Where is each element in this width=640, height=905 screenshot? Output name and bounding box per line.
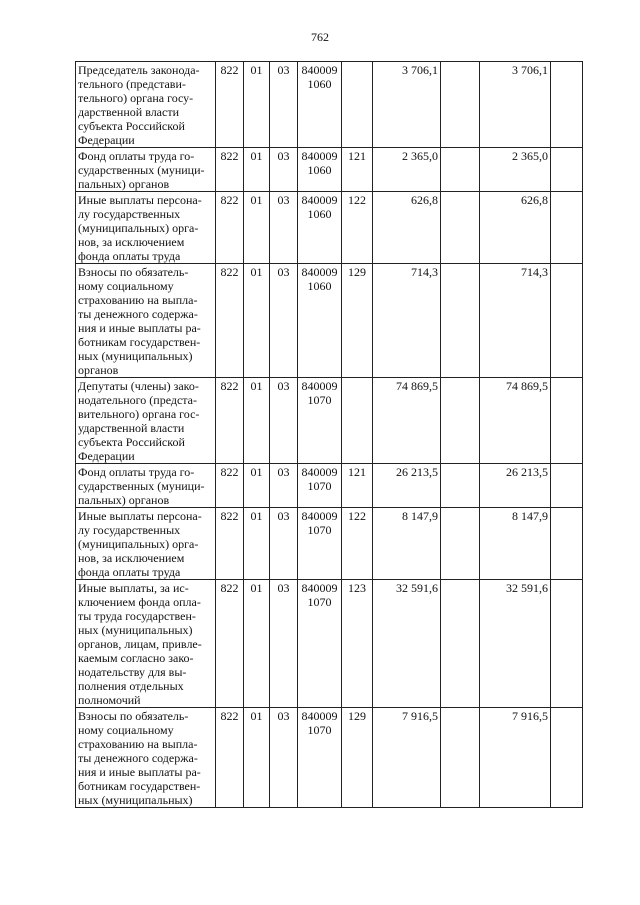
subsection-cell: 03: [270, 580, 298, 708]
section-cell: 01: [244, 708, 270, 808]
expense-type-cell: 122: [342, 508, 373, 580]
table-row: [76, 192, 583, 264]
amount-empty-cell: [551, 264, 583, 378]
target-article-cell: [298, 708, 342, 808]
item-name-line: сударственных (муници-: [78, 479, 205, 493]
table-row: [76, 464, 583, 508]
amount-empty-cell: [551, 580, 583, 708]
target-article-code-part: 1070: [307, 723, 332, 737]
target-article-cell: [298, 580, 342, 708]
item-name-line: органов, лицам, привле-: [78, 637, 202, 651]
target-article-code-part: 1070: [307, 479, 332, 493]
amount-cell: 3 706,1: [373, 62, 441, 148]
amount-total-cell: 626,8: [480, 192, 551, 264]
item-name-line: Иные выплаты персона-: [78, 509, 202, 523]
item-name-line: ния и иные выплаты ра-: [78, 321, 201, 335]
item-name-cell: [76, 580, 216, 708]
grbs-cell: 822: [216, 580, 244, 708]
item-name-line: ботникам государствен-: [78, 779, 201, 793]
item-name-line: ных (муниципальных): [78, 623, 193, 637]
item-name-line: дарственной власти: [78, 105, 180, 119]
item-name-line: (муниципальных) орга-: [78, 537, 199, 551]
amount-total-cell: 8 147,9: [480, 508, 551, 580]
target-article-code-part: 840009: [301, 63, 338, 77]
item-name-line: субъекта Российской: [78, 119, 185, 133]
section-cell: 01: [244, 464, 270, 508]
amount-total-cell: 26 213,5: [480, 464, 551, 508]
amount-empty-cell: [441, 148, 480, 192]
section-cell: 01: [244, 192, 270, 264]
item-name-line: нодательного (предста-: [78, 393, 198, 407]
grbs-cell: 822: [216, 264, 244, 378]
item-name-cell: [76, 508, 216, 580]
item-name-line: нодательству для вы-: [78, 665, 187, 679]
item-name-cell: [76, 378, 216, 464]
item-name-line: ты труда государствен-: [78, 609, 196, 623]
section-cell: 01: [244, 264, 270, 378]
amount-empty-cell: [441, 580, 480, 708]
amount-empty-cell: [441, 264, 480, 378]
item-name-line: Депутаты (члены) зако-: [78, 379, 199, 393]
item-name-cell: [76, 148, 216, 192]
expense-type-cell: 129: [342, 264, 373, 378]
target-article-code-part: 840009: [301, 465, 338, 479]
item-name-line: ботникам государствен-: [78, 335, 201, 349]
expense-type-cell: 129: [342, 708, 373, 808]
item-name-line: сударственных (муници-: [78, 163, 205, 177]
amount-empty-cell: [441, 192, 480, 264]
item-name-line: ты денежного содержа-: [78, 751, 198, 765]
item-name-line: каемым согласно зако-: [78, 651, 194, 665]
item-name-cell: [76, 192, 216, 264]
item-name-line: страхованию на выпла-: [78, 293, 198, 307]
amount-empty-cell: [551, 464, 583, 508]
section-cell: 01: [244, 378, 270, 464]
page-number: 762: [311, 30, 329, 44]
item-name-cell: [76, 62, 216, 148]
amount-empty-cell: [551, 192, 583, 264]
target-article-cell: [298, 192, 342, 264]
subsection-cell: 03: [270, 378, 298, 464]
table-row: [76, 148, 583, 192]
table-row: [76, 580, 583, 708]
table-row: [76, 62, 583, 148]
item-name-line: тельного (представи-: [78, 77, 186, 91]
target-article-code-part: 1060: [307, 279, 332, 293]
item-name-cell: [76, 264, 216, 378]
item-name-line: Взносы по обязатель-: [78, 265, 189, 279]
subsection-cell: 03: [270, 464, 298, 508]
amount-empty-cell: [551, 708, 583, 808]
table-row: [76, 708, 583, 808]
item-name-cell: [76, 708, 216, 808]
grbs-cell: 822: [216, 708, 244, 808]
item-name-line: лу государственных: [78, 207, 181, 221]
amount-cell: 26 213,5: [373, 464, 441, 508]
amount-cell: 714,3: [373, 264, 441, 378]
amount-empty-cell: [441, 62, 480, 148]
grbs-cell: 822: [216, 62, 244, 148]
amount-cell: 74 869,5: [373, 378, 441, 464]
target-article-code-part: 1060: [307, 77, 332, 91]
amount-empty-cell: [551, 378, 583, 464]
item-name-line: ударственной власти: [78, 421, 185, 435]
expense-type-cell: 122: [342, 192, 373, 264]
amount-total-cell: 3 706,1: [480, 62, 551, 148]
expense-type-cell: 121: [342, 148, 373, 192]
item-name-line: ных (муниципальных): [78, 793, 193, 807]
item-name-line: субъекта Российской: [78, 435, 185, 449]
item-name-line: Иные выплаты персона-: [78, 193, 202, 207]
amount-total-cell: 32 591,6: [480, 580, 551, 708]
item-name-line: ты денежного содержа-: [78, 307, 198, 321]
item-name-line: Федерации: [78, 449, 135, 463]
item-name-line: Иные выплаты, за ис-: [78, 581, 189, 595]
target-article-cell: [298, 62, 342, 148]
amount-cell: 2 365,0: [373, 148, 441, 192]
target-article-code-part: 840009: [301, 509, 338, 523]
item-name-line: нов, за исключением: [78, 551, 185, 565]
grbs-cell: 822: [216, 148, 244, 192]
item-name-line: тельного) органа госу-: [78, 91, 194, 105]
item-name-line: ному социальному: [78, 279, 174, 293]
section-cell: 01: [244, 580, 270, 708]
table-row: [76, 264, 583, 378]
item-name-line: пальных) органов: [78, 177, 170, 191]
target-article-code-part: 1070: [307, 523, 332, 537]
amount-total-cell: 7 916,5: [480, 708, 551, 808]
target-article-code-part: 840009: [301, 193, 338, 207]
target-article-cell: [298, 264, 342, 378]
subsection-cell: 03: [270, 148, 298, 192]
amount-empty-cell: [441, 464, 480, 508]
grbs-cell: 822: [216, 464, 244, 508]
amount-empty-cell: [551, 148, 583, 192]
table-row: [76, 378, 583, 464]
budget-table: [75, 61, 583, 808]
expense-type-cell: [342, 378, 373, 464]
expense-type-cell: 123: [342, 580, 373, 708]
grbs-cell: 822: [216, 378, 244, 464]
target-article-code-part: 840009: [301, 379, 338, 393]
item-name-line: лу государственных: [78, 523, 181, 537]
subsection-cell: 03: [270, 508, 298, 580]
item-name-line: ных (муниципальных): [78, 349, 193, 363]
amount-empty-cell: [441, 378, 480, 464]
subsection-cell: 03: [270, 264, 298, 378]
item-name-line: органов: [78, 363, 119, 377]
amount-total-cell: 74 869,5: [480, 378, 551, 464]
item-name-line: Федерации: [78, 133, 135, 147]
amount-empty-cell: [551, 508, 583, 580]
target-article-cell: [298, 464, 342, 508]
amount-total-cell: 2 365,0: [480, 148, 551, 192]
item-name-line: вительного) органа гос-: [78, 407, 200, 421]
amount-empty-cell: [441, 508, 480, 580]
target-article-code-part: 1070: [307, 595, 332, 609]
section-cell: 01: [244, 148, 270, 192]
target-article-code-part: 1070: [307, 393, 332, 407]
item-name-line: фонда оплаты труда: [78, 249, 181, 263]
amount-cell: 626,8: [373, 192, 441, 264]
amount-empty-cell: [551, 62, 583, 148]
target-article-code-part: 1060: [307, 163, 332, 177]
amount-empty-cell: [441, 708, 480, 808]
item-name-line: (муниципальных) орга-: [78, 221, 199, 235]
amount-cell: 7 916,5: [373, 708, 441, 808]
amount-cell: 32 591,6: [373, 580, 441, 708]
subsection-cell: 03: [270, 192, 298, 264]
target-article-cell: [298, 378, 342, 464]
item-name-line: Фонд оплаты труда го-: [78, 465, 195, 479]
item-name-line: Фонд оплаты труда го-: [78, 149, 195, 163]
item-name-line: Председатель законода-: [78, 63, 200, 77]
table-body: [76, 62, 583, 808]
item-name-line: Взносы по обязатель-: [78, 709, 189, 723]
target-article-cell: [298, 148, 342, 192]
item-name-line: полномочий: [78, 693, 141, 707]
item-name-cell: [76, 464, 216, 508]
amount-cell: 8 147,9: [373, 508, 441, 580]
item-name-line: фонда оплаты труда: [78, 565, 181, 579]
target-article-cell: [298, 508, 342, 580]
target-article-code-part: 840009: [301, 709, 338, 723]
section-cell: 01: [244, 62, 270, 148]
item-name-line: нов, за исключением: [78, 235, 185, 249]
item-name-line: пальных) органов: [78, 493, 170, 507]
subsection-cell: 03: [270, 62, 298, 148]
target-article-code-part: 840009: [301, 149, 338, 163]
grbs-cell: 822: [216, 508, 244, 580]
section-cell: 01: [244, 508, 270, 580]
item-name-line: ному социальному: [78, 723, 174, 737]
target-article-code-part: 840009: [301, 265, 338, 279]
table-row: [76, 508, 583, 580]
item-name-line: полнения отдельных: [78, 679, 184, 693]
expense-type-cell: 121: [342, 464, 373, 508]
item-name-line: страхованию на выпла-: [78, 737, 198, 751]
item-name-line: ния и иные выплаты ра-: [78, 765, 201, 779]
grbs-cell: 822: [216, 192, 244, 264]
item-name-line: ключением фонда опла-: [78, 595, 201, 609]
expense-type-cell: [342, 62, 373, 148]
target-article-code-part: 840009: [301, 581, 338, 595]
target-article-code-part: 1060: [307, 207, 332, 221]
subsection-cell: 03: [270, 708, 298, 808]
amount-total-cell: 714,3: [480, 264, 551, 378]
